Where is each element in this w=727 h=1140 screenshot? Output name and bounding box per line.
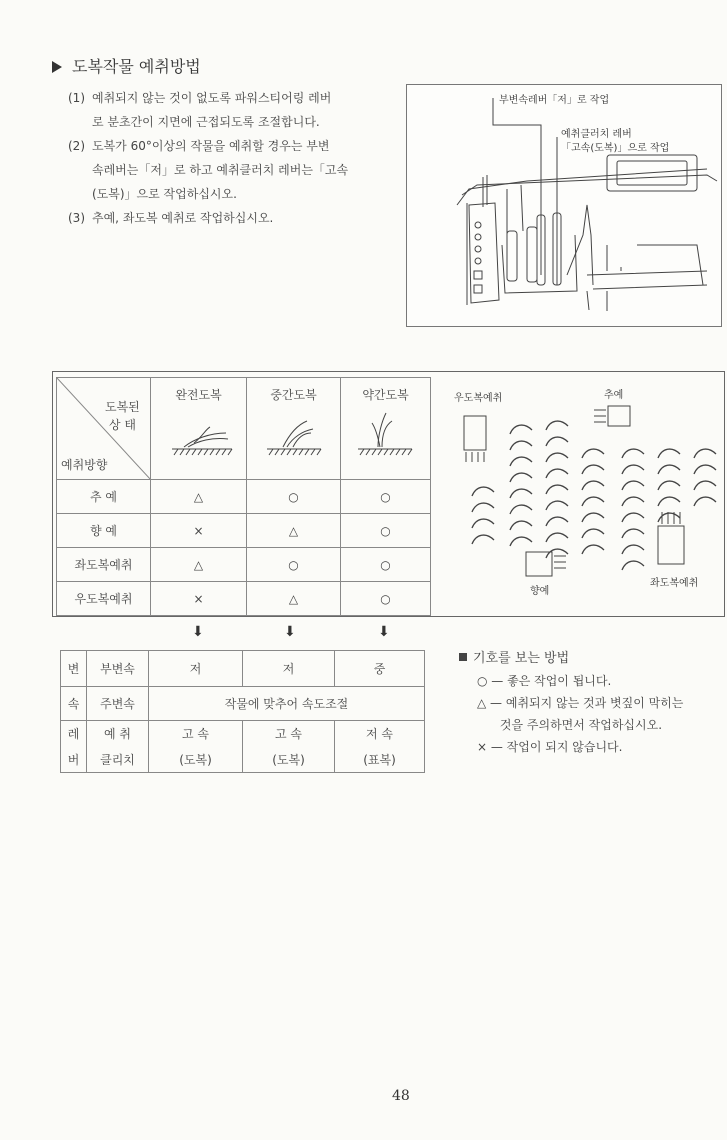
lodged-crop-mark <box>658 481 680 490</box>
table-row: 버 클리치 (도복) (도복) (표복) <box>61 747 425 773</box>
lodged-crop-mark <box>546 469 568 478</box>
lodged-crop-mark <box>510 521 532 530</box>
label-right-lodging: 우도복예취 <box>454 393 503 404</box>
machine-follow <box>608 406 630 426</box>
triangle-bullet-icon <box>52 61 62 73</box>
full-lodging-plant-icon <box>154 403 244 463</box>
lodged-crop-mark <box>622 513 644 522</box>
table-row: 추 예 △ ○ ○ <box>57 480 431 514</box>
callout-reaping-clutch-2: 「고속(도복)」으로 작업 <box>561 143 670 154</box>
lodged-crop-mark <box>582 465 604 474</box>
label-facing: 향예 <box>530 586 550 597</box>
machine-arrows-down <box>466 452 484 462</box>
table-row: 향 예 × △ ○ <box>57 514 431 548</box>
lodged-crop-mark <box>658 513 680 522</box>
lodged-crop-mark <box>582 449 604 458</box>
lodged-crop-mark <box>622 497 644 506</box>
lodged-crop-mark <box>510 457 532 466</box>
lodged-crop-mark <box>658 449 680 458</box>
lodged-crop-mark <box>582 529 604 538</box>
lodged-crop-mark <box>510 441 532 450</box>
lodged-crop-mark <box>472 519 494 528</box>
lodged-crop-mark <box>622 561 644 570</box>
callout-reaping-clutch-1: 예취클러치 레버 <box>561 129 632 140</box>
lodged-crop-mark <box>546 517 568 526</box>
symbol-legend: 기호를 보는 방법 ○ — 좋은 작업이 됩니다. △ — 예취되지 않는 것과 볏짚이 막히는 것을 주의하면서 작업하십시오. × — 작업이 되지 않습니다. <box>459 648 727 758</box>
square-bullet-icon <box>459 653 467 661</box>
lodged-crop-mark <box>510 425 532 434</box>
legend-title: 기호를 보는 방법 <box>459 648 727 670</box>
lodged-crop-mark <box>546 421 568 430</box>
machine-arrows-right <box>554 556 566 568</box>
slight-lodging-plant-icon <box>342 403 430 463</box>
lodged-crop-mark <box>472 535 494 544</box>
lodged-crop-mark <box>546 549 568 558</box>
label-follow: 추예 <box>604 390 624 401</box>
lodging-condition-table <box>56 377 431 616</box>
instruction-3: (3) 추예, 좌도복 예취로 작업하십시오. <box>68 211 274 225</box>
lodged-crop-mark <box>546 437 568 446</box>
lodged-crop-mark <box>694 465 716 474</box>
lodged-crop-mark <box>582 513 604 522</box>
lodged-crop-mark <box>582 481 604 490</box>
control-panel-drawing <box>407 85 721 326</box>
col-slight-lodging: 약간도복 <box>341 378 431 480</box>
mid-lodging-plant-icon <box>249 403 339 463</box>
col-mid-lodging: 중간도복 <box>247 378 341 480</box>
machine-right-lodging <box>464 416 486 450</box>
lodged-crop-mark <box>694 497 716 506</box>
lodged-crop-mark <box>546 485 568 494</box>
col-full-lodging: 완전도복 <box>151 378 247 480</box>
reaping-direction-diagram <box>432 376 720 612</box>
lodged-crop-mark <box>510 537 532 546</box>
label-left-lodging: 좌도복예취 <box>650 578 699 589</box>
lodged-crop-mark <box>510 473 532 482</box>
table-row: 레 예 취 고 속 고 속 저 속 <box>61 721 425 747</box>
down-arrow-icon: ⬇ <box>284 624 296 640</box>
lodged-crop-mark <box>546 533 568 542</box>
instructions <box>68 86 388 230</box>
machine-arrows-left <box>594 410 606 422</box>
lodged-crop-mark <box>694 449 716 458</box>
table-row: 변 부변속 저 저 중 <box>61 651 425 687</box>
section-title: 도복작물 예취방법 <box>52 54 201 77</box>
corner-cell: 도복된 상 태 예취방향 <box>57 378 151 480</box>
lodged-crop-mark <box>472 503 494 512</box>
lodged-crop-mark <box>510 489 532 498</box>
instruction-2: (2) 도복가 60°이상의 작물을 예취할 경우는 부변 속레버는「저」로 하고 예취클러치 레버는「고속 (도복)」으로 작업하십시오. <box>68 139 349 201</box>
lodged-crop-mark <box>694 481 716 490</box>
callout-sub-shift-lever: 부변속레버「저」로 작업 <box>499 95 610 106</box>
table-row: 우도복예취 × △ ○ <box>57 582 431 616</box>
lodged-crop-mark <box>472 487 494 496</box>
lodged-crop-mark <box>582 545 604 554</box>
machine-left-lodging <box>658 526 684 564</box>
machine-facing <box>526 552 552 576</box>
lodged-crop-mark <box>546 501 568 510</box>
down-arrow-icon: ⬇ <box>378 624 390 640</box>
lodged-crop-mark <box>622 529 644 538</box>
lodged-crop-mark <box>622 449 644 458</box>
lodged-crop-mark <box>658 497 680 506</box>
lodged-crop-mark <box>658 465 680 474</box>
lever-settings-table <box>60 650 425 773</box>
table-row: 속 주변속 작물에 맞추어 속도조절 <box>61 687 425 721</box>
lodged-crop-mark <box>582 497 604 506</box>
lodged-crop-mark <box>622 465 644 474</box>
lodged-crop-mark <box>546 453 568 462</box>
lodged-crop-mark <box>510 505 532 514</box>
instruction-1: (1) 예취되지 않는 것이 없도록 파워스티어링 레버 로 분초간이 지면에 근접되도록 조절합니다. <box>68 91 332 129</box>
page-number: 48 <box>392 1088 410 1104</box>
lodged-crop-mark <box>622 481 644 490</box>
table-row: 좌도복예취 △ ○ ○ <box>57 548 431 582</box>
lodged-crop-mark <box>622 545 644 554</box>
lever-illustration <box>406 84 722 327</box>
down-arrow-icon: ⬇ <box>192 624 204 640</box>
table-header-row <box>57 378 431 480</box>
